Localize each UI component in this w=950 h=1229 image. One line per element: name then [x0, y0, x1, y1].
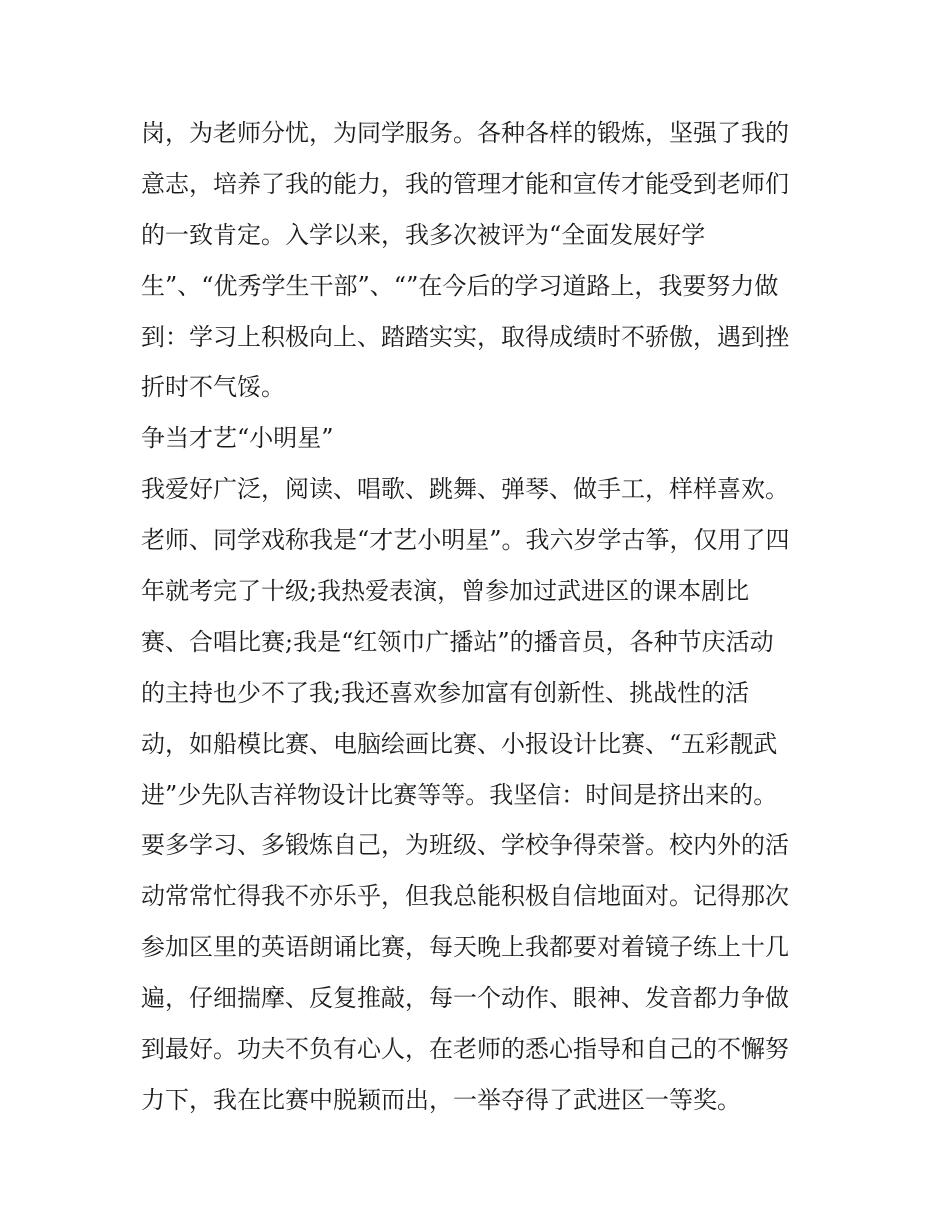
text-line: 意志，培养了我的能力，我的管理才能和宣传才能受到老师们 [141, 169, 789, 198]
text-line: 老师、同学戏称我是“才艺小明星”。我六岁学古筝，仅用了四 [141, 526, 790, 555]
text-line: 折时不气馁。 [141, 373, 285, 402]
text-line: 参加区里的英语朗诵比赛，每天晚上我都要对着镜子练上十几 [141, 933, 789, 962]
text-line: 进”少先队吉祥物设计比赛等等。我坚信：时间是挤出来的。 [141, 780, 778, 809]
text-line: 力下，我在比赛中脱颖而出，一举夺得了武进区一等奖。 [141, 1085, 741, 1114]
text-line: 遍，仔细揣摩、反复推敲，每一个动作、眼神、发音都力争做 [141, 984, 789, 1013]
text-line: 动，如船模比赛、电脑绘画比赛、小报设计比赛、“五彩靓武 [141, 729, 778, 758]
text-line: 的一致肯定。入学以来，我多次被评为“全面发展好学 [141, 220, 706, 249]
text-line: 年就考完了十级;我热爱表演，曾参加过武进区的课本剧比 [141, 577, 750, 606]
text-line: 到最好。功夫不负有心人，在老师的悉心指导和自己的不懈努 [141, 1035, 789, 1064]
text-line: 生”、“优秀学生干部”、“”在今后的学习道路上，我要努力做 [141, 271, 779, 300]
text-line: 要多学习、多锻炼自己，为班级、学校争得荣誉。校内外的活 [141, 831, 789, 860]
text-line: 赛、合唱比赛;我是“红领巾广播站”的播音员，各种节庆活动 [141, 627, 774, 656]
text-line: 我爱好广泛，阅读、唱歌、跳舞、弹琴、做手工，样样喜欢。 [141, 475, 789, 504]
section-heading: 争当才艺“小明星” [141, 424, 334, 453]
body-text [141, 108, 821, 1126]
text-line: 的主持也少不了我;我还喜欢参加富有创新性、挑战性的活 [141, 678, 750, 707]
text-line: 动常常忙得我不亦乐乎，但我总能积极自信地面对。记得那次 [141, 882, 789, 911]
text-line: 到：学习上积极向上、踏踏实实，取得成绩时不骄傲，遇到挫 [141, 322, 789, 351]
text-line: 岗，为老师分忧，为同学服务。各种各样的锻炼，坚强了我的 [141, 119, 789, 147]
